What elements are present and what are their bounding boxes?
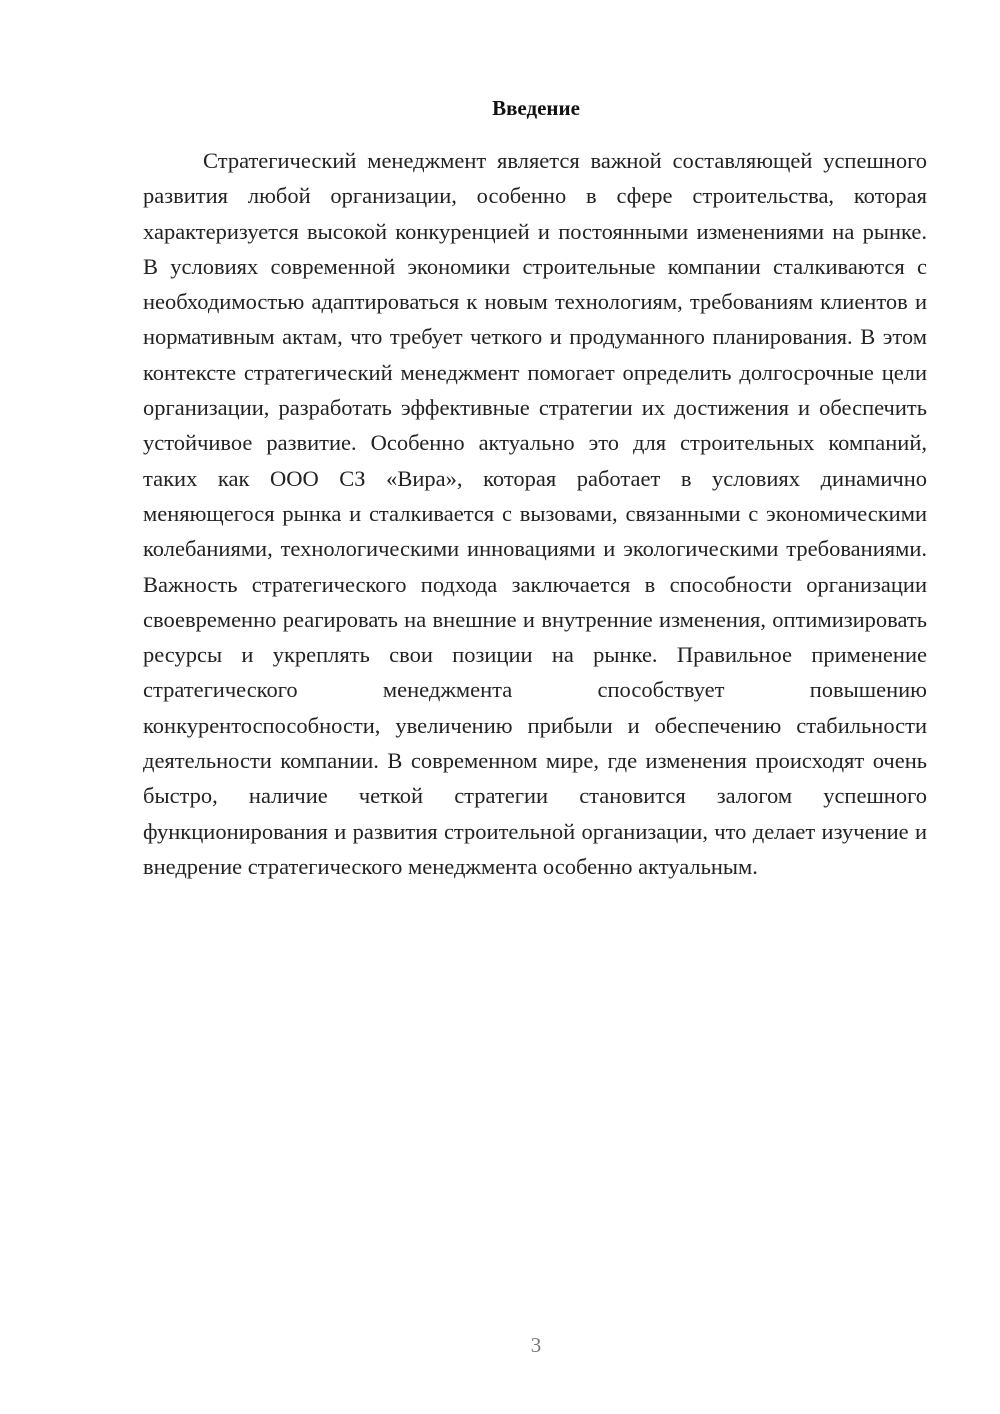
introduction-paragraph: Стратегический менеджмент является важной составляющей успешного развития любой организации, особенно в сфере строительства, которая характеризуется высокой конкуренцией и постоянными изменениями на рынке. В условиях современной экономики строительные компании сталкиваются с необходимостью адаптироваться к новым технологиям, требованиям клиентов и нормативным актам, что требует четкого и продуманного планирования. В этом контексте стратегический менеджмент помогает определить долгосрочные цели организации, разработать эффективные стратегии их достижения и обеспечить устойчивое развитие. Особенно актуально это для строительных компаний, таких как ООО СЗ «Вира», которая работает в условиях динамично меняющегося рынка и сталкивается с вызовами, связанными с экономическими колебаниями, технологическими инновациями и экологическими требованиями. Важность стратегического подхода заключается в способности организации своевременно реагировать на внешние и внутренние изменения, оптимизировать ресурсы и укреплять свои позиции на рынке. Правильное применение стратегического менеджмента способствует повышению конкурентоспособности, увеличению прибыли и обеспечению стабильности деятельности компании. В современном мире, где изменения происходят очень быстро, наличие четкой стратегии становится залогом успешного функционирования и развития строительной организации, что делает изучение и внедрение стратегического менеджмента особенно актуальным. xyxy=(143,148,927,879)
page-number: 3 xyxy=(530,1333,542,1357)
section-heading: Введение xyxy=(492,96,580,120)
